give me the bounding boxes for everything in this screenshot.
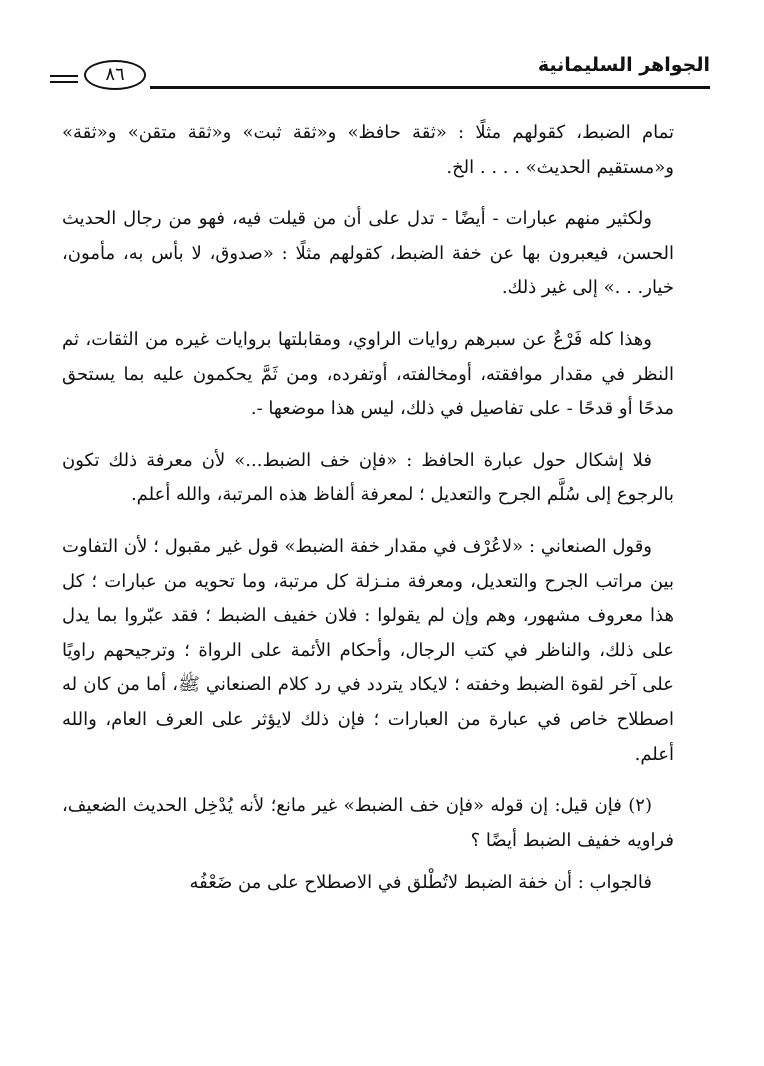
- paragraph: ولكثير منهم عبارات - أيضًا - تدل على أن من قيلت فيه، فهو من رجال الحديث الحسن، فيعبرون بها عن خفة الضبط، كقولهم مثلًا : «صدوق، لا بأس به، مأمون، خيار. . .» إلى غير ذلك.: [62, 208, 674, 299]
- paragraph: فلا إشكال حول عبارة الحافظ : «فإن خف الضبط...» لأن معرفة ذلك تكون بالرجوع إلى سُلَّم الجرح والتعديل ؛ لمعرفة ألفاظ هذه المرتبة، والله أعلم.: [62, 449, 674, 506]
- paragraph: وهذا كله فَرْعٌ عن سبرهم روايات الراوي، ومقابلتها بروايات غيره من الثقات، ثم النظر في مقدار موافقته، أومخالفته، أوتفرده، ومن ثَمَّ يحكمون عليه بما يستحق مدحًا أو قدحًا - على تفاصيل في ذلك، ليس هذا موضعها -.: [62, 328, 674, 420]
- paragraph: تمام الضبط، كقولهم مثلًا : «ثقة حافظ» و«ثقة ثبت» و«ثقة متقن» و«ثقة» و«مستقيم الحديث» . . . . الخ.: [62, 122, 674, 178]
- page-number-badge: [50, 58, 150, 92]
- body-text: [62, 116, 674, 918]
- page-header: [50, 44, 710, 104]
- page-number: ٨٦: [84, 60, 146, 90]
- header-rule-short: [50, 81, 78, 83]
- header-rule-short: [50, 75, 78, 77]
- paragraph: فالجواب : أن خفة الضبط لاتُطْلق في الاصطلاح على من ضَعْفُه: [189, 872, 652, 894]
- paragraph: (٢) فإن قيل: إن قوله «فإن خف الضبط» غير مانع؛ لأنه يُدْخِل الحديث الضعيف، فراويه خفيف الضبط أيضًا ؟: [62, 795, 674, 851]
- running-title: الجواهر السليمانية: [537, 54, 710, 76]
- paragraph: وقول الصنعاني : «لاعُرْف في مقدار خفة الضبط» قول غير مقبول ؛ لأن التفاوت بين مراتب الجرح والتعديل، ومعرفة منـزلة كل مرتبة، وما تحويه من عبارات ؛ كل هذا معروف مشهور، وهم وإن لم يقولوا : فلان خفيف الضبط ؛ فقد عبّروا بما يدل على ذلك، والناظر في كتب الرجال، وأحكام الأئمة على الرواة ؛ وترجيحهم راويًا على آخر لقوة الضبط وخفته ؛ لايكاد يتردد في رد كلام الصنعاني ﷺ، أما من كان له اصطلاح خاص في عبارة من العبارات ؛ فإن ذلك لايؤثر على العرف العام، والله أعلم.: [62, 535, 674, 765]
- header-rule: [150, 86, 710, 89]
